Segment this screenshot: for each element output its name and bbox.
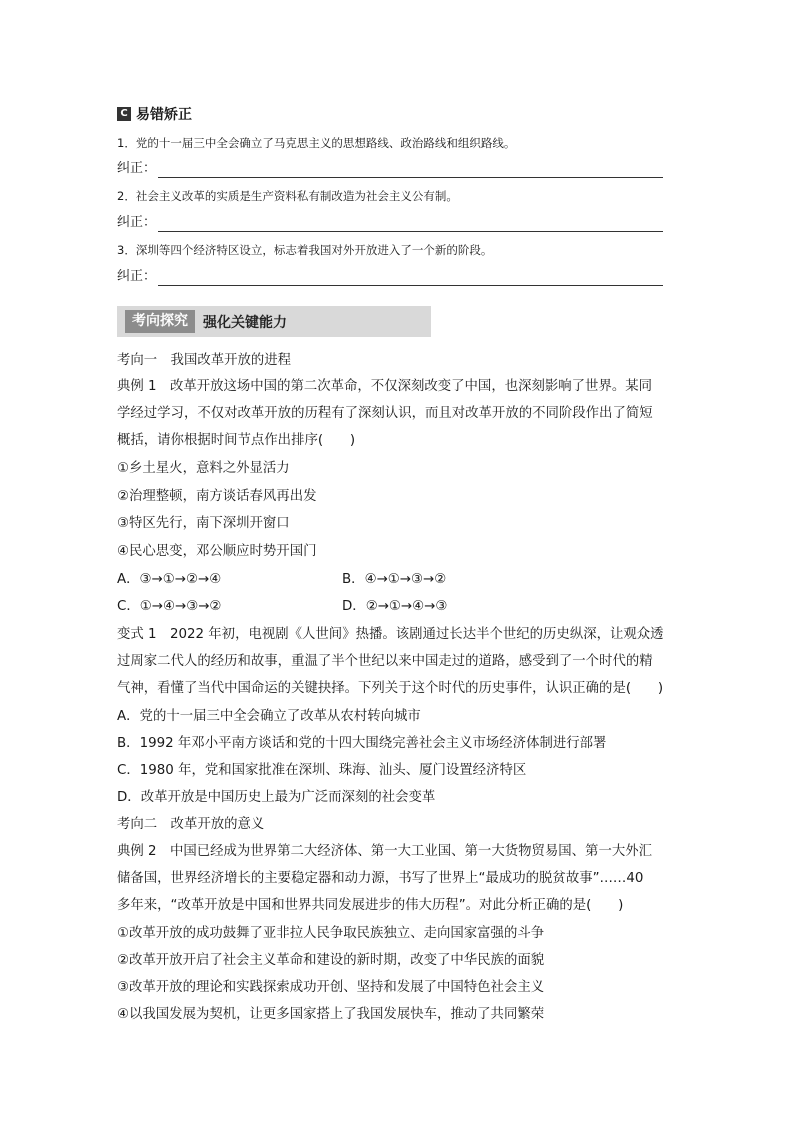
- direction-heading-1: 考向一 我国改革开放的进程: [117, 353, 292, 368]
- correction-title: 易错矫正: [136, 107, 192, 123]
- direction-heading-2: 考向二 改革开放的意义: [117, 817, 265, 832]
- correction-answer-3: [117, 268, 663, 286]
- section-banner: [117, 306, 431, 337]
- example-1-item-4: ④民心思变，邓公顺应时势开国门: [117, 544, 317, 559]
- correction-label: 纠正：: [117, 215, 157, 230]
- correction-label: 纠正：: [117, 161, 157, 176]
- answer-line[interactable]: [158, 271, 663, 286]
- example-2-item-2: ②改革开放开启了社会主义革命和建设的新时期，改变了中华民族的面貌: [117, 953, 545, 968]
- correction-answer-2: [117, 214, 663, 232]
- example-1-option-a[interactable]: A．③→①→②→④: [117, 572, 222, 587]
- correction-item-1: 1．党的十一届三中全会确立了马克思主义的思想路线、政治路线和组织路线。: [117, 136, 516, 150]
- example-1-item-2: ②治理整顿，南方谈话春风再出发: [117, 489, 317, 504]
- variant-1-line-1: 变式 1 2022 年初，电视剧《人世间》热播。该剧通过长达半个世纪的历史纵深，让观众透: [117, 627, 664, 642]
- correction-item-2: 2．社会主义改革的实质是生产资料私有制改造为社会主义公有制。: [117, 189, 458, 203]
- example-2-item-1: ①改革开放的成功鼓舞了亚非拉人民争取民族独立、走向国家富强的斗争: [117, 926, 545, 941]
- answer-line[interactable]: [158, 217, 663, 232]
- correction-icon: C: [117, 107, 131, 121]
- example-1-option-b[interactable]: B．④→①→③→②: [342, 572, 447, 587]
- variant-1-option-a[interactable]: A．党的十一届三中全会确立了改革从农村转向城市: [117, 709, 421, 724]
- variant-1-line-3: 气神，看懂了当代中国命运的关键抉择。下列关于这个时代的历史事件，认识正确的是( ): [117, 681, 664, 696]
- example-1-option-c[interactable]: C．①→④→③→②: [117, 599, 222, 614]
- correction-header: [117, 104, 192, 124]
- example-1-line-1: 典例 1 改革开放这场中国的第二次革命，不仅深刻改变了中国，也深刻影响了世界。某同: [117, 379, 653, 394]
- example-1-item-1: ①乡土星火，意料之外显活力: [117, 461, 290, 476]
- example-1-item-3: ③特区先行，南下深圳开窗口: [117, 516, 290, 531]
- variant-1-option-b[interactable]: B．1992 年邓小平南方谈话和党的十四大围绕完善社会主义市场经济体制进行部署: [117, 736, 607, 751]
- example-2-line-3: 多年来，“改革开放是中国和世界共同发展进步的伟大历程”。对此分析正确的是( ): [117, 898, 624, 913]
- correction-label: 纠正：: [117, 269, 157, 284]
- example-2-item-4: ④以我国发展为契机，让更多国家搭上了我国发展快车，推动了共同繁荣: [117, 1007, 545, 1022]
- variant-1-option-c[interactable]: C．1980 年，党和国家批准在深圳、珠海、汕头、厦门设置经济特区: [117, 763, 527, 778]
- answer-line[interactable]: [158, 163, 663, 178]
- example-2-line-1: 典例 2 中国已经成为世界第二大经济体、第一大工业国、第一大货物贸易国、第一大外汇: [117, 844, 653, 859]
- correction-answer-1: [117, 160, 663, 178]
- example-1-line-2: 学经过学习，不仅对改革开放的历程有了深刻认识，而且对改革开放的不同阶段作出了简短: [117, 406, 653, 421]
- example-1-option-d[interactable]: D．②→①→④→③: [342, 599, 448, 614]
- variant-1-line-2: 过周家二代人的经历和故事，重温了半个世纪以来中国走过的道路，感受到了一个时代的精: [117, 654, 653, 669]
- example-2-line-2: 储备国，世界经济增长的主要稳定器和动力源，书写了世界上“最成功的脱贫故事”……40: [117, 871, 644, 886]
- example-2-item-3: ③改革开放的理论和实践探索成功开创、坚持和发展了中国特色社会主义: [117, 980, 545, 995]
- correction-item-3: 3．深圳等四个经济特区设立，标志着我国对外开放进入了一个新的阶段。: [117, 243, 493, 257]
- variant-1-option-d[interactable]: D．改革开放是中国历史上最为广泛而深刻的社会变革: [117, 790, 436, 805]
- banner-subtitle: 强化关键能力: [203, 314, 287, 331]
- banner-tag: 考向探究: [125, 310, 195, 333]
- example-1-line-3: 概括，请你根据时间节点作出排序( ): [117, 433, 356, 448]
